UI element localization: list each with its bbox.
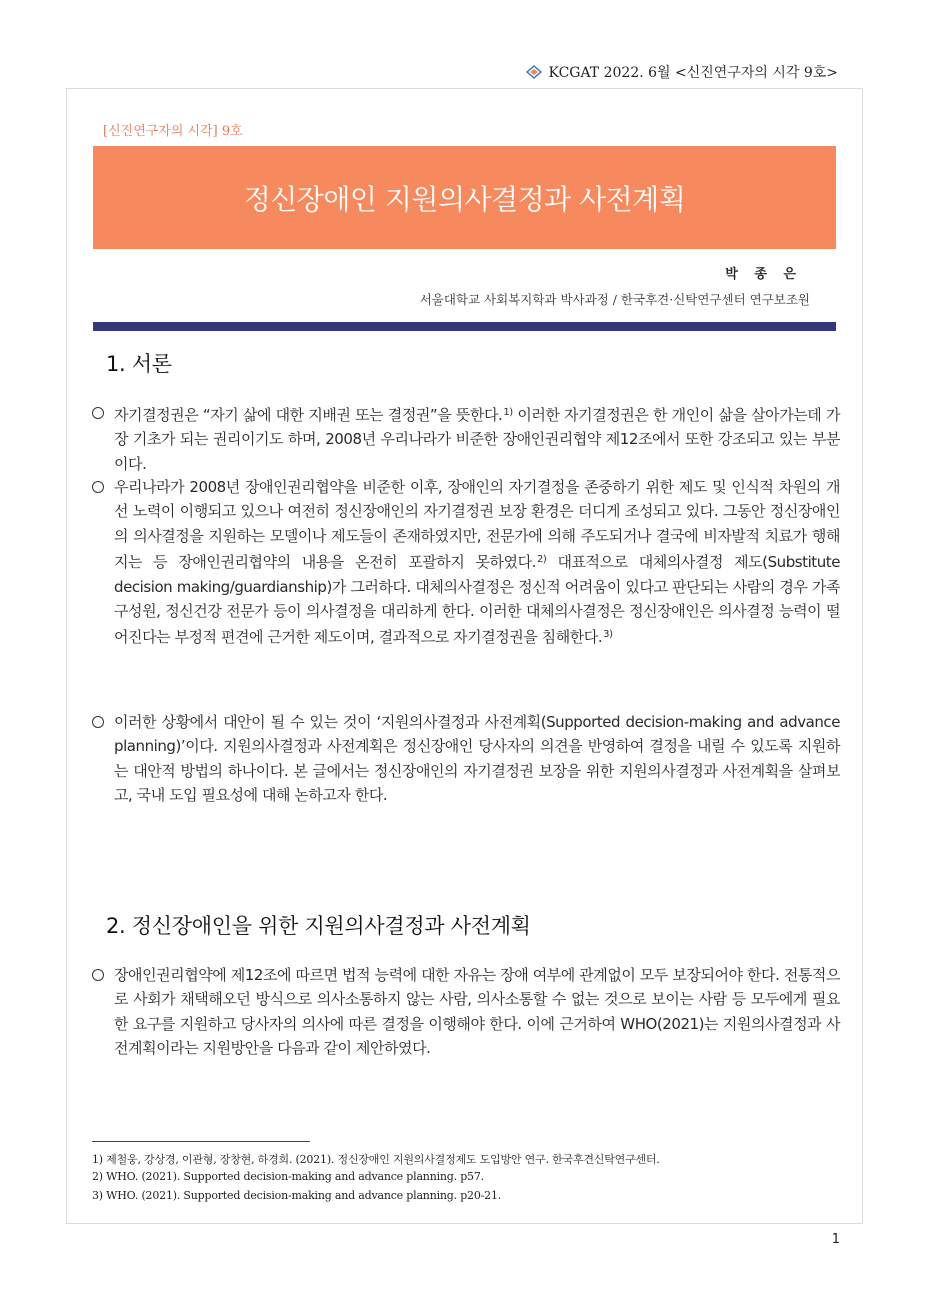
author-affiliation: 서울대학교 사회복지학과 박사과정 / 한국후견·신탁연구센터 연구보조원 — [419, 292, 810, 307]
diamond-logo-icon — [526, 65, 542, 79]
page-number: 1 — [831, 1232, 840, 1247]
paragraph — [92, 710, 840, 808]
series-tag: [신진연구자의 시각] 9호 — [103, 124, 243, 139]
footnote-2: 2) WHO. (2021). Supported decision-making and advance planning. p57. — [92, 1170, 484, 1183]
footnote-divider — [92, 1141, 310, 1142]
section-heading-supported-decision: 2. 정신장애인을 위한 지원의사결정과 사전계획 — [106, 914, 531, 938]
running-header — [526, 62, 838, 82]
paragraph — [92, 963, 840, 1061]
circle-bullet-icon — [92, 407, 104, 419]
circle-bullet-icon — [92, 969, 104, 981]
footnote-1: 1) 제철웅, 강상경, 이관형, 장창현, 하경희. (2021). 정신장애인 지원의사결정제도 도입방안 연구. 한국후견신탁연구센터. — [92, 1153, 660, 1166]
paragraph-text: 우리나라가 2008년 장애인권리협약을 비준한 이후, 장애인의 자기결정을 존중하기 위한 제도 및 인식적 차원의 개선 노력이 이행되고 있으나 여전히 정신장애인의 자기결정권 보장 환경은 더디게 조성되고 있다. 그동안 정신장애인의 의사결정을 지원하는 모델이나 제도들이 존재하였지만, 전문가에 의해 주도되거나 결국에 비자발적 치료가 행해지는 등 장애인권리협약의 내용을 온전히 포괄하지 못하였다.$^{2)}$ 대표적으로 대체의사결정 제도(Substitute decision making/guardianship)가 그러하다. 대체의사결정은 정신적 어려움이 있다고 판단되는 사람의 경우 가족 구성원, 정신건강 전문가 등이 의사결정을 대리하게 한다. 이러한 대체의사결정은 정신장애인은 의사결정 능력이 떨어진다는 부정적 편견에 근거한 제도이며, 결과적으로 자기결정권을 침해한다.$^{3)}$ — [114, 478, 840, 647]
paragraph — [92, 401, 840, 476]
running-header-text: KCGAT 2022. 6월 <신진연구자의 시각 9호> — [548, 65, 838, 81]
paragraph-text: 장애인권리협약에 제12조에 따르면 법적 능력에 대한 자유는 장애 여부에 관계없이 모두 보장되어야 한다. 전통적으로 사회가 채택해오던 방식으로 의사소통하지 않는 사람, 의사소통할 수 없는 것으로 보이는 사람 등 모두에게 필요한 요구를 지원하고 당사자의 의사에 따른 결정을 이행해야 한다. 이에 근거하여 WHO(2021)는 지원의사결정과 사전계획이라는 지원방안을 다음과 같이 제안하였다. — [114, 966, 840, 1058]
footnote-marker: 1) — [503, 407, 513, 418]
title-banner — [93, 146, 836, 249]
header-divider-bar — [93, 322, 836, 331]
footnote-marker: 3) — [603, 629, 613, 641]
footnote-3: 3) WHO. (2021). Supported decision-making and advance planning. p20-21. — [92, 1189, 502, 1202]
circle-bullet-icon — [92, 716, 104, 728]
author-name: 박 종 은 — [725, 267, 802, 282]
paragraph-text: 이러한 상황에서 대안이 될 수 있는 것이 ‘지원의사결정과 사전계획(Supported decision-making and advance planning)’이다. 지원의사결정과 사전계획은 정신장애인 당사자의 의견을 반영하여 결정을 내릴 수 있도록 지원하는 대안적 방법의 하나이다. 본 글에서는 정신장애인의 자기결정권 보장을 위한 지원의사결정과 사전계획을 살펴보고, 국내 도입 필요성에 대해 논하고자 한다. — [114, 713, 840, 805]
page-title: 정신장애인 지원의사결정과 사전계획 — [243, 182, 686, 216]
paragraph — [92, 475, 840, 650]
circle-bullet-icon — [92, 481, 104, 493]
section-heading-intro: 1. 서론 — [106, 352, 172, 376]
footnote-marker: 2) — [536, 554, 547, 566]
paragraph-text: 자기결정권은 “자기 삶에 대한 지배권 또는 결정권”을 뜻한다.$^{1)}$ 이러한 자기결정권은 한 개인이 삶을 살아가는데 가장 기초가 되는 권리이기도 하며, 2008년 우리나라가 비준한 장애인권리협약 제12조에서 또한 강조되고 있는 부분이다. — [114, 406, 840, 473]
